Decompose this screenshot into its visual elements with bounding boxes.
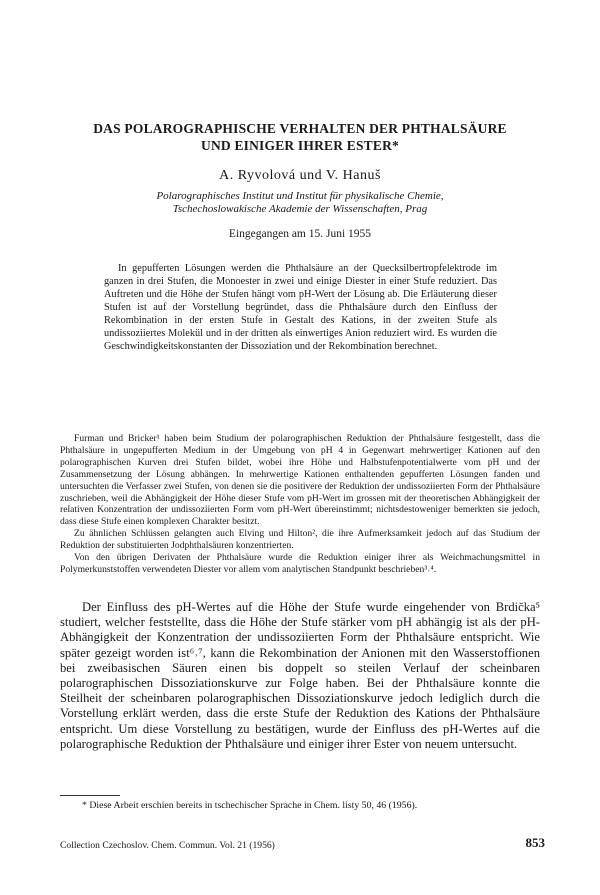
article-authors: A. Ryvolová und V. Hanuš <box>219 168 381 183</box>
journal-citation: Collection Czechoslov. Chem. Commun. Vol. 21 (1956) <box>60 840 275 851</box>
article-title-line-2: UND EINIGER IHRER ESTER* <box>201 138 399 153</box>
affiliation-line-2: Tschechoslowakische Akademie der Wissenschaften, Prag <box>172 203 428 215</box>
page-number: 853 <box>525 835 545 850</box>
intro-paragraph: Zu ähnlichen Schlüssen gelangten auch Elving und Hilton², die ihre Aufmerksamkeit jedoch auf das Studium der Reduktion der substituierten Jodphthalsäuren konzentrierten. <box>60 528 540 552</box>
footnote: * Diese Arbeit erschien bereits in tschechischer Sprache in Chem. listy 50, 46 (1956). <box>82 800 418 811</box>
footnote-rule <box>60 795 120 796</box>
article-title-line-1: DAS POLAROGRAPHISCHE VERHALTEN DER PHTHALSÄURE <box>93 121 507 136</box>
introduction-small-print <box>60 433 540 576</box>
affiliation-line-1: Polarographisches Institut und Institut für physikalische Chemie, <box>156 190 444 202</box>
intro-paragraph: Furman und Bricker¹ haben beim Studium der polarographischen Reduktion der Phthalsäure festgestellt, dass die Phthalsäure in ungepufferten Medium in der Umgebung von pH 4 in Gegenwart mehrwertiger Kationen auf den polarographischen Kurven drei Stufen bildet, wobei ihre Höhe und Halbstufenpotentialwerte vom pH und der Zusammensetzung der Lösung abhängen. In mehrwertige Kationen enthaltenden gepufferten Lösungen fanden und untersuchten die Verfasser zwei Stufen, von denen sie die positivere der Reduktion der undissoziierten Form der Phthalsäure zuschrieben, weil die Abhängigkeit der Höhe dieser Stufe vom pH-Wert im grossen mit der theoretischen Abhängigkeit der relativen Konzentration der undissoziierten Form vom pH-Wert übereinstimmt; nichtsdestoweniger bemerkten sie jedoch, dass diese Stufe einen komplexen Charakter besitzt. <box>60 433 540 528</box>
received-date: Eingegangen am 15. Juni 1955 <box>228 228 372 240</box>
article-title <box>60 120 540 154</box>
abstract: In gepufferten Lösungen werden die Phthalsäure an der Quecksilbertropfelektrode im ganzen in drei Stufen, die Monoester in zwei und einige Diester in einer Stufe reduziert. Das Auftreten und die Höhe der Stufen hängt vom pH-Wert der Lösung ab. Die Erläuterung dieser Stufen ist auf der Vorstellung begründet, dass die Phthalsäure durch den Einfluss der Rekombination in der ersten Stufe in Gestalt des Kations, in der zweiten Stufe als undissoziiertes Molekül und in der dritten als einwertiges Anion reduziert wird. Es wurden die Geschwindigkeitskonstanten der Dissoziation und der Rekombination berechnet. <box>104 263 497 352</box>
intro-paragraph: Von den übrigen Derivaten der Phthalsäure wurde die Reduktion einiger ihrer als Weichmachungsmittel in Polymerkunststoffen verwendeten Diester vor allem vom analytischen Standpunkt beschrieben³˒⁴. <box>60 552 540 575</box>
main-body-paragraph: Der Einfluss des pH-Wertes auf die Höhe der Stufe wurde eingehender von Brdička⁵ studiert, welcher feststellte, dass die Höhe der Stufe stärker vom pH abhängig ist als der pH-Abhängigkeit der Konzentration der undissoziierten Form der Phthalsäure entspricht. Wie später gezeigt worden ist⁶˒⁷, kann die Rekombination der Anionen mit den Wasserstoffionen bei zweibasischen Säuren einen bis doppelt so steilen Verlauf der scheinbaren polarographischen Dissoziationskurve zur Folge haben. Bei der Phthalsäure konnte die Steilheit der scheinbaren polarographischen Dissoziationskurve jedoch lediglich durch die Vorstellung erklärt werden, dass die erste Stufe der Reduktion des Kations der Phthalsäure entspricht. Um diese Vorstellung zu bestätigen, wurde der Einfluss des pH-Wertes auf die polarographische Reduktion der Phthalsäure und einiger ihrer Ester von neuem untersucht. <box>60 600 540 751</box>
author-affiliation <box>100 190 500 216</box>
